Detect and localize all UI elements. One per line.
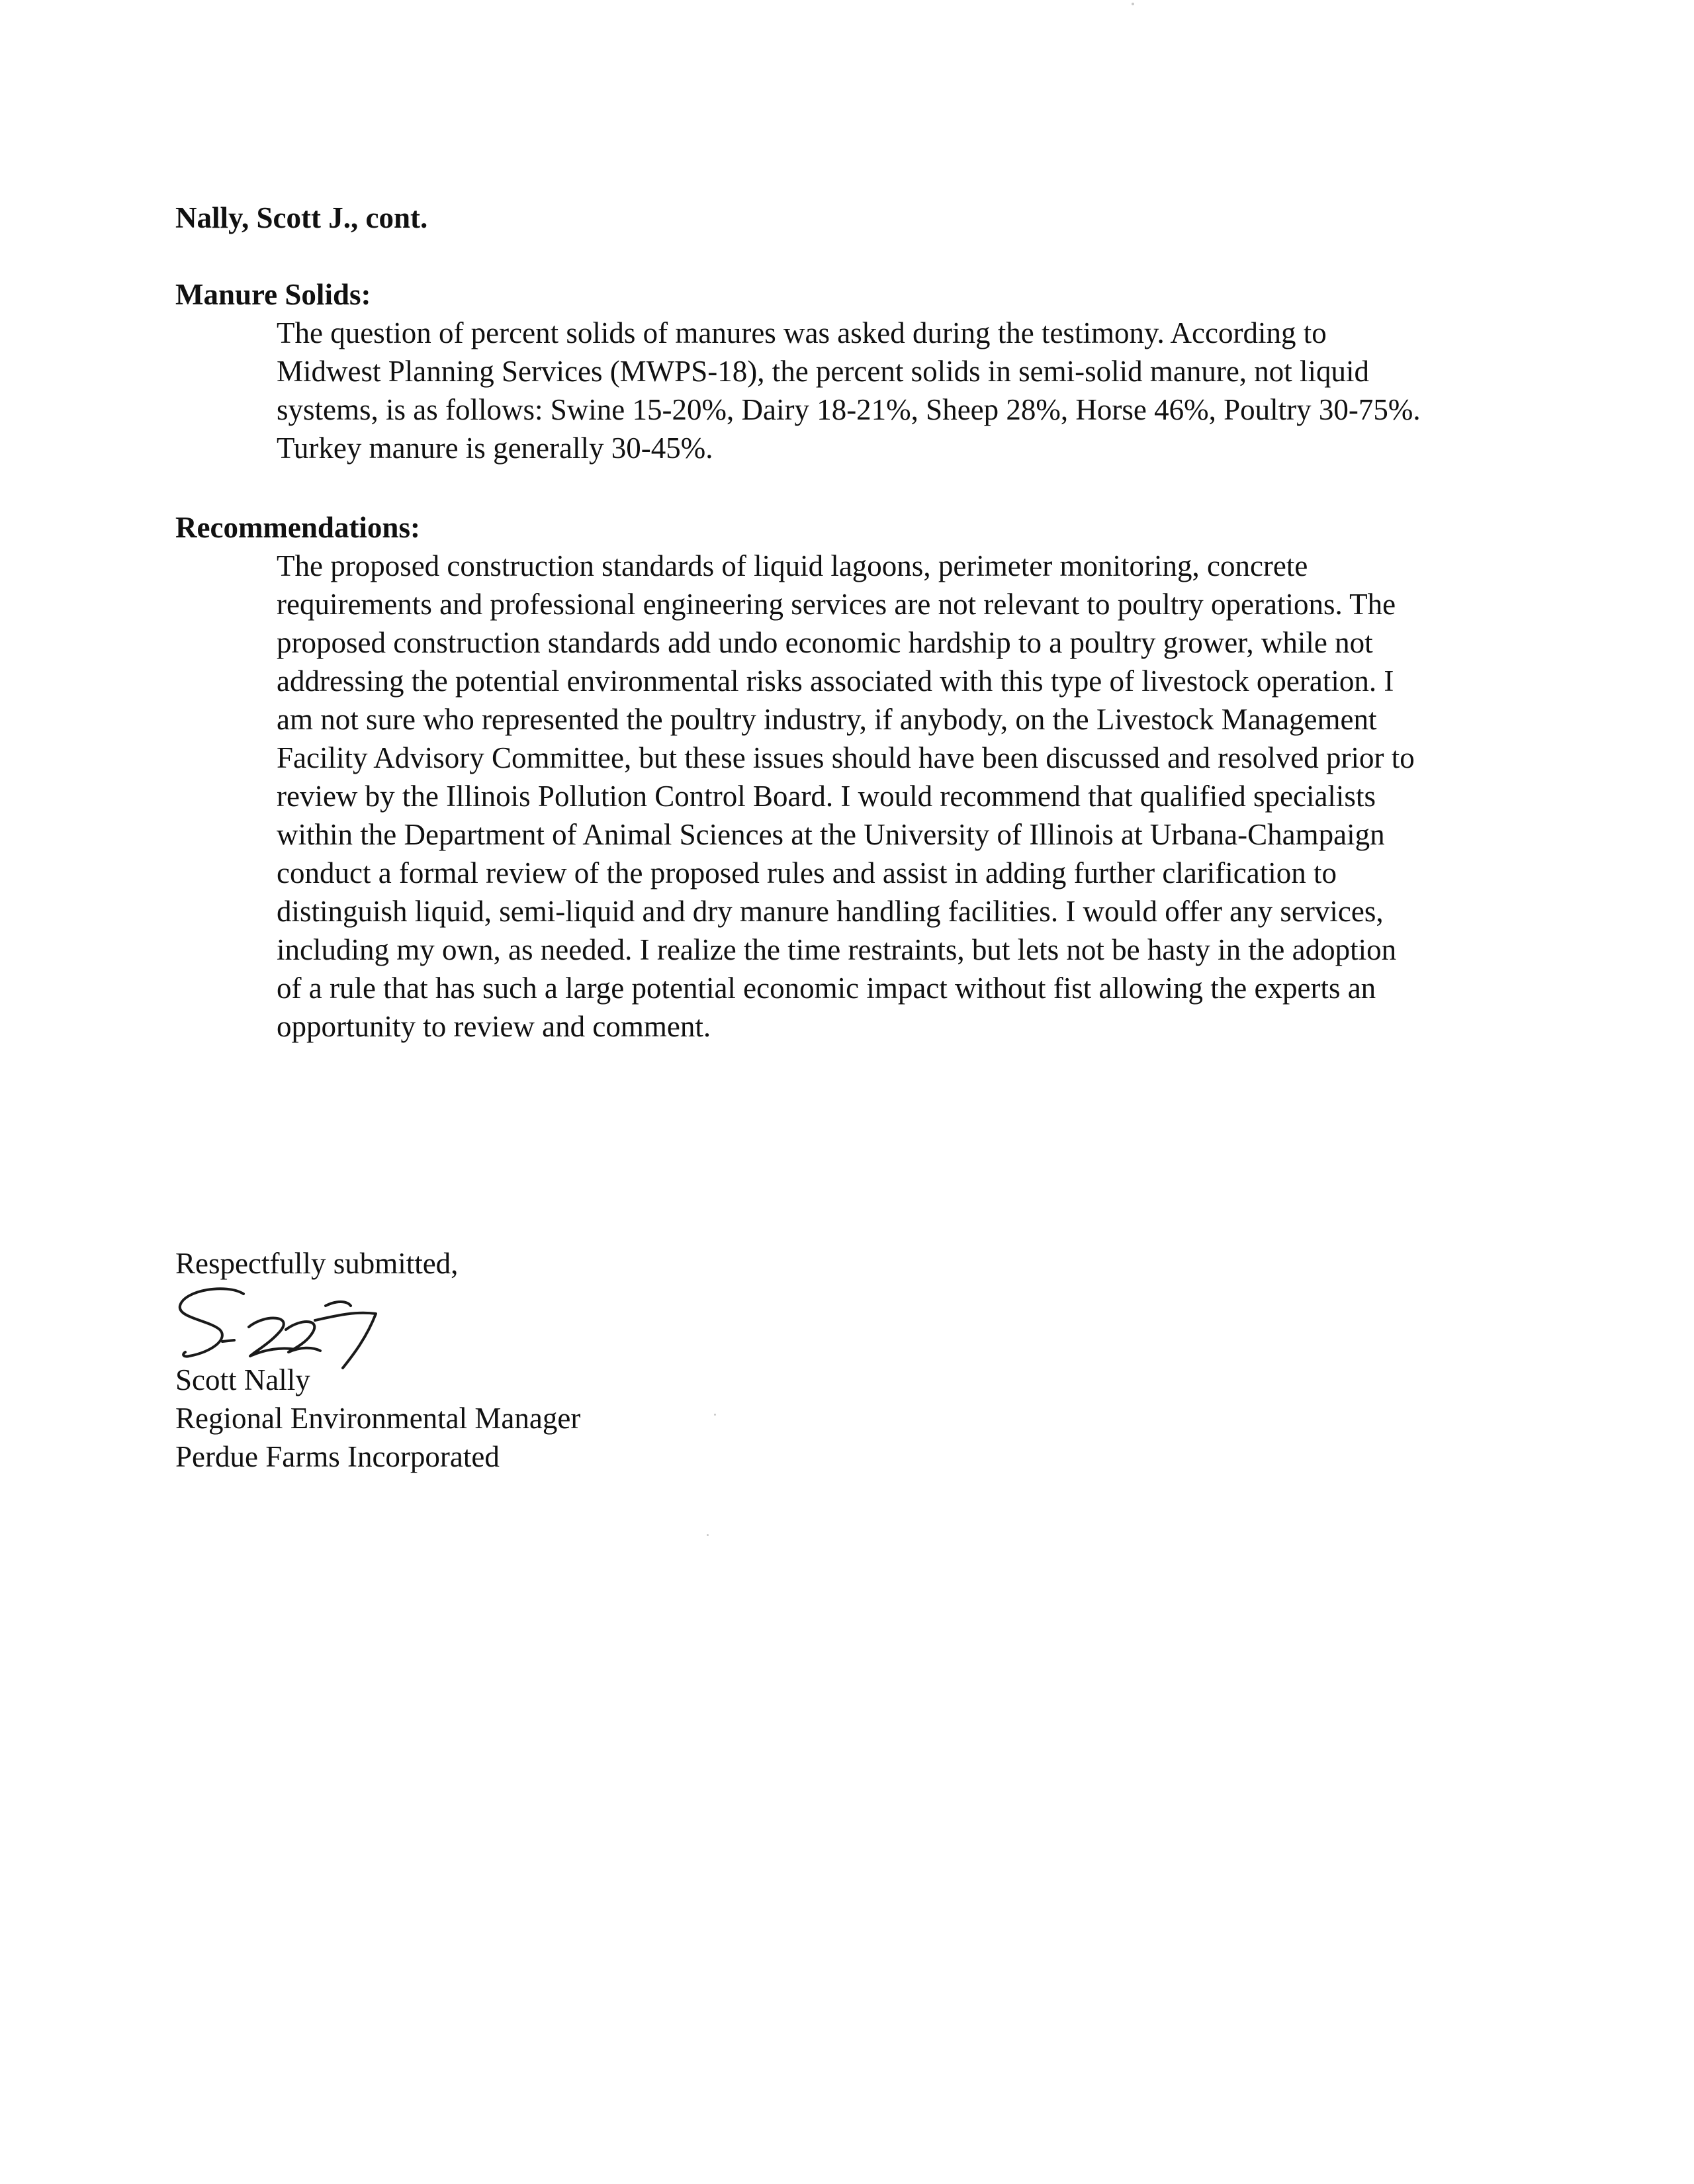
paragraph-line: addressing the potential environmental risks associated with this type of livestock operation. I [277, 664, 1394, 698]
paragraph-line: The question of percent solids of manures was asked during the testimony. According to [277, 316, 1327, 349]
paragraph-line: am not sure who represented the poultry industry, if anybody, on the Livestock Management [277, 703, 1377, 736]
paragraph-line: including my own, as needed. I realize the time restraints, but lets not be hasty in the adoption [277, 933, 1397, 966]
paragraph-line: Facility Advisory Committee, but these issues should have been discussed and resolved prior to [277, 741, 1415, 774]
paragraph-line: review by the Illinois Pollution Control Board. I would recommend that qualified specialists [277, 780, 1376, 813]
continuation-header: Nally, Scott J., cont. [175, 201, 428, 234]
paragraph-line: The proposed construction standards of liquid lagoons, perimeter monitoring, concrete [277, 549, 1308, 582]
paragraph-manure-solids [277, 314, 1547, 467]
paragraph-line: opportunity to review and comment. [277, 1010, 711, 1043]
section-heading-manure-solids: Manure Solids: [175, 278, 371, 311]
scan-speck [1132, 3, 1134, 5]
paragraph-recommendations [277, 547, 1547, 1046]
paragraph-line: distinguish liquid, semi-liquid and dry manure handling facilities. I would offer any services, [277, 895, 1384, 928]
paragraph-line: systems, is as follows: Swine 15-20%, Dairy 18-21%, Sheep 28%, Horse 46%, Poultry 30-75%. [277, 393, 1421, 426]
signer-title: Regional Environmental Manager [175, 1402, 581, 1435]
paragraph-line: proposed construction standards add undo economic hardship to a poultry grower, while not [277, 626, 1373, 659]
paragraph-line: requirements and professional engineering services are not relevant to poultry operations. The [277, 588, 1396, 621]
closing-salutation: Respectfully submitted, [175, 1247, 459, 1280]
paragraph-line: of a rule that has such a large potential economic impact without fist allowing the experts an [277, 972, 1376, 1005]
section-heading-recommendations: Recommendations: [175, 511, 420, 544]
scan-speck [707, 1534, 709, 1536]
paragraph-line: Turkey manure is generally 30-45%. [277, 432, 713, 465]
signer-name: Scott Nally [175, 1363, 310, 1396]
paragraph-line: Midwest Planning Services (MWPS-18), the percent solids in semi-solid manure, not liquid [277, 355, 1370, 388]
signer-company: Perdue Farms Incorporated [175, 1440, 500, 1473]
paragraph-line: within the Department of Animal Sciences at the University of Illinois at Urbana-Champaign [277, 818, 1385, 851]
paragraph-line: conduct a formal review of the proposed rules and assist in adding further clarification to [277, 856, 1337, 889]
scan-speck [714, 1414, 716, 1416]
